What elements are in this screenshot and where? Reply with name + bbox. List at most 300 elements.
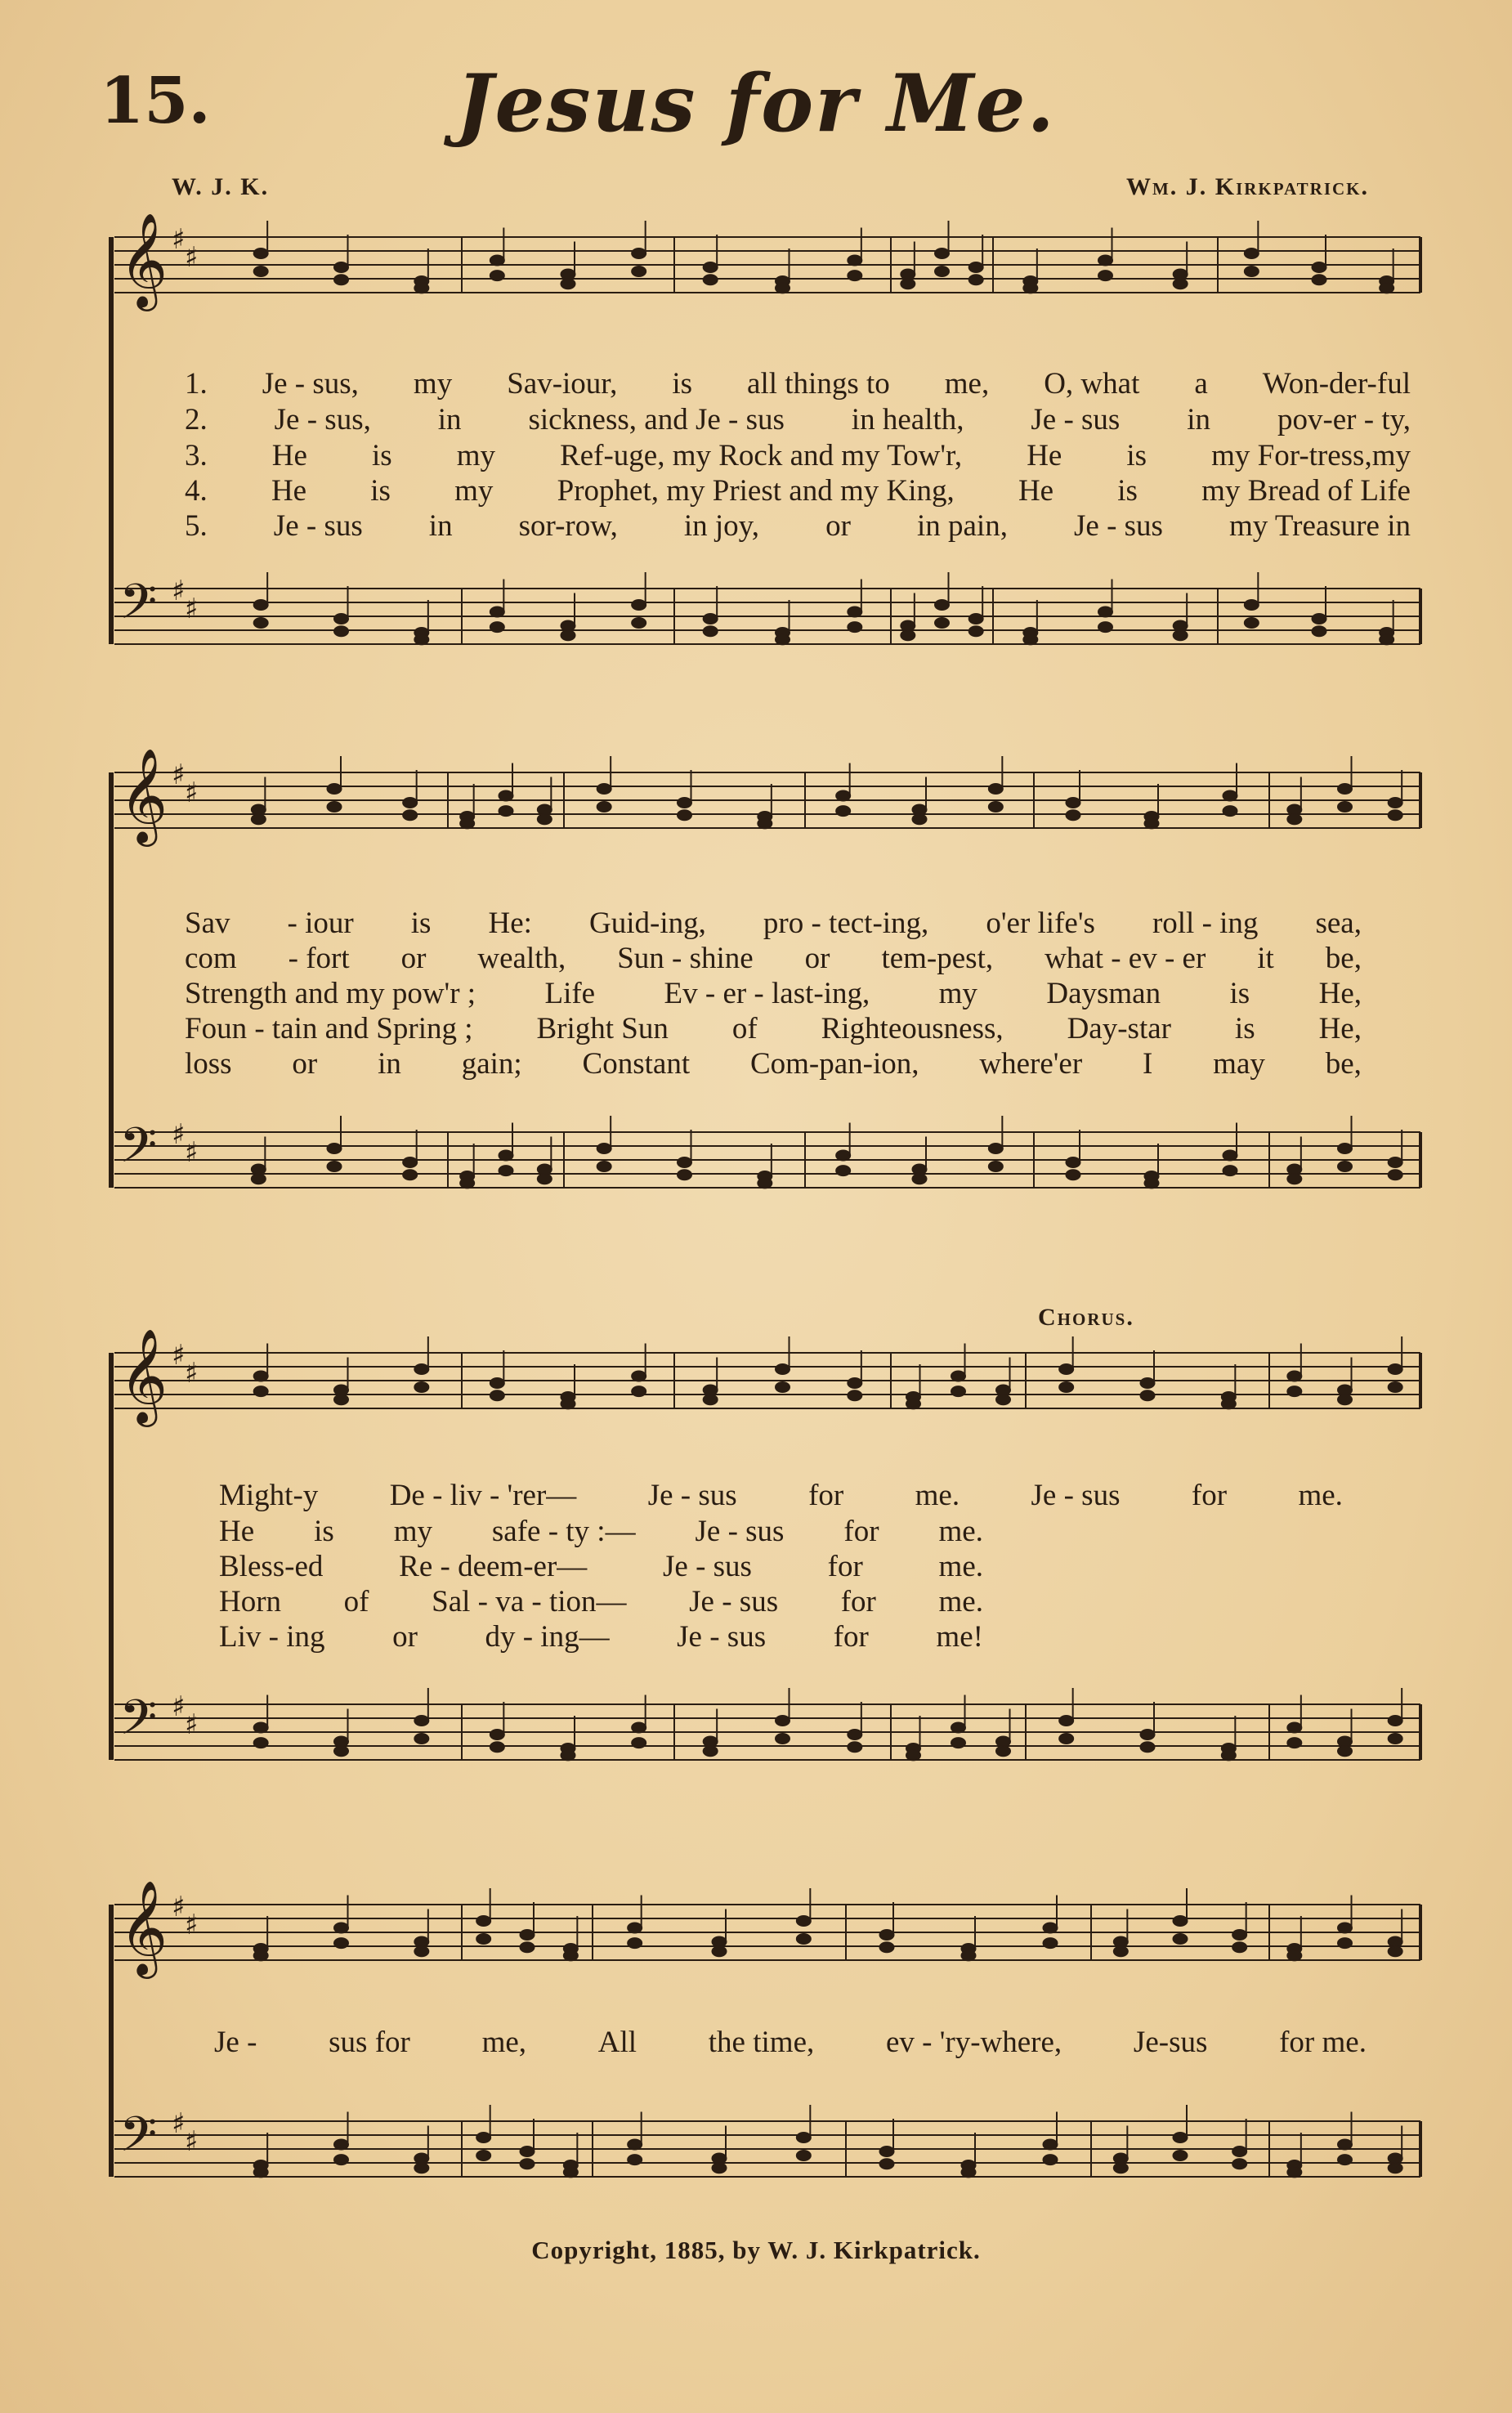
note-head bbox=[476, 1916, 491, 1927]
note-head bbox=[1059, 1382, 1074, 1393]
bass-clef-icon: 𝄢 bbox=[119, 573, 158, 642]
note-head bbox=[1066, 1157, 1080, 1168]
note-head bbox=[403, 798, 418, 808]
lyric-syllable: Com-pan-ion, bbox=[749, 1047, 919, 1081]
note-head bbox=[1338, 784, 1353, 795]
note-head bbox=[520, 1942, 535, 1953]
note-head bbox=[334, 1395, 349, 1405]
sharp-icon: ♯ bbox=[185, 2125, 199, 2158]
note-head bbox=[1380, 634, 1394, 645]
note-head bbox=[1232, 1930, 1247, 1941]
note-head bbox=[1312, 614, 1326, 625]
verse-1-line-1 bbox=[185, 366, 1411, 401]
note-head bbox=[1043, 1938, 1058, 1949]
lyric-syllable: He bbox=[219, 1515, 255, 1548]
note-head bbox=[1059, 1364, 1074, 1375]
note-head bbox=[1338, 1385, 1353, 1395]
note-head bbox=[597, 784, 611, 795]
note-head bbox=[520, 2159, 535, 2169]
note-head bbox=[1232, 2159, 1247, 2169]
note-head bbox=[879, 2159, 894, 2169]
note-head bbox=[703, 1736, 718, 1747]
note-head bbox=[901, 279, 915, 289]
lyric-syllable: sus for bbox=[329, 2026, 410, 2059]
verse-4-line-2 bbox=[185, 1011, 1362, 1045]
note-head bbox=[1287, 1738, 1302, 1748]
lyric-syllable: All bbox=[597, 2026, 637, 2059]
note-head bbox=[951, 1738, 966, 1748]
note-head bbox=[537, 1164, 552, 1175]
note-head bbox=[1098, 607, 1113, 617]
note-head bbox=[414, 1936, 429, 1947]
note-head bbox=[968, 275, 983, 285]
note-head bbox=[563, 2167, 578, 2178]
note-head bbox=[1066, 810, 1080, 821]
note-head bbox=[1388, 1157, 1402, 1168]
chorus-label: Chorus. bbox=[1038, 1304, 1134, 1331]
note-head bbox=[253, 600, 268, 611]
note-head bbox=[848, 607, 862, 617]
note-head bbox=[561, 1399, 575, 1409]
note-head bbox=[1388, 1364, 1402, 1375]
note-head bbox=[414, 2153, 429, 2164]
note-head bbox=[1338, 1144, 1353, 1154]
lyric-syllable: Horn bbox=[219, 1585, 282, 1618]
lyric-syllable: com bbox=[185, 942, 237, 975]
note-head bbox=[334, 1385, 349, 1395]
note-head bbox=[327, 784, 342, 795]
note-head bbox=[334, 1938, 349, 1949]
lyric-syllable: is bbox=[1229, 977, 1250, 1010]
note-head bbox=[1221, 1750, 1236, 1761]
lyric-syllable: Sav bbox=[185, 907, 230, 940]
note-head bbox=[836, 1150, 851, 1161]
sharp-icon: ♯ bbox=[185, 1909, 199, 1941]
lyric-syllable: tem-pest, bbox=[881, 942, 994, 975]
lyric-syllable: Prophet, my Priest and my King, bbox=[557, 474, 955, 508]
note-head bbox=[879, 2147, 894, 2157]
lyric-syllable: - fort bbox=[288, 942, 350, 975]
lyric-syllable: wealth, bbox=[477, 942, 566, 975]
note-head bbox=[901, 630, 915, 641]
note-head bbox=[537, 814, 552, 825]
lyric-syllable: sickness, and Je - sus bbox=[528, 403, 785, 436]
note-head bbox=[1023, 283, 1038, 293]
note-head bbox=[968, 614, 983, 625]
lyric-syllable: safe - ty :— bbox=[491, 1515, 636, 1548]
lyric-syllable: is bbox=[370, 474, 391, 508]
note-head bbox=[1059, 1734, 1074, 1744]
note-head bbox=[996, 1385, 1011, 1395]
note-head bbox=[561, 630, 575, 641]
lyric-syllable: 2. bbox=[185, 403, 208, 436]
verse-4-line-3 bbox=[219, 1584, 983, 1618]
lyric-syllable: Ref-uge, my Rock and my Tow'r, bbox=[560, 439, 963, 472]
lyric-syllable: for me. bbox=[1279, 2026, 1367, 2059]
note-head bbox=[1287, 1164, 1302, 1175]
note-head bbox=[520, 2147, 535, 2157]
note-head bbox=[906, 1399, 921, 1409]
note-head bbox=[334, 275, 349, 285]
lyric-syllable: is bbox=[314, 1515, 334, 1548]
note-head bbox=[1338, 1395, 1353, 1405]
lyric-syllable: He bbox=[1027, 439, 1062, 472]
note-head bbox=[961, 1950, 976, 1961]
lyric-syllable: De - liv - 'rer— bbox=[389, 1479, 577, 1512]
note-head bbox=[776, 1364, 790, 1375]
note-head bbox=[703, 275, 718, 285]
note-head bbox=[776, 1716, 790, 1726]
note-head bbox=[1173, 279, 1188, 289]
note-head bbox=[414, 1734, 429, 1744]
note-head bbox=[499, 1166, 513, 1176]
note-head bbox=[1338, 802, 1353, 813]
note-head bbox=[476, 1934, 491, 1945]
note-head bbox=[403, 810, 418, 821]
note-head bbox=[460, 1178, 475, 1189]
note-head bbox=[1338, 1746, 1353, 1757]
note-head bbox=[253, 1386, 268, 1397]
lyric-syllable: He, bbox=[1318, 977, 1362, 1010]
note-head bbox=[1388, 798, 1402, 808]
lyric-syllable: He, bbox=[1318, 1012, 1362, 1045]
note-head bbox=[901, 269, 915, 280]
verse-5-line-3 bbox=[219, 1619, 983, 1654]
lyric-syllable: Ev - er - last-ing, bbox=[664, 977, 870, 1010]
lyric-syllable: Je - sus bbox=[1031, 1479, 1121, 1512]
note-head bbox=[836, 1166, 851, 1176]
note-head bbox=[251, 1164, 266, 1175]
note-head bbox=[334, 626, 349, 637]
note-head bbox=[561, 1750, 575, 1761]
note-head bbox=[678, 810, 692, 821]
lyric-syllable: 3. bbox=[185, 439, 208, 472]
note-head bbox=[1221, 1399, 1236, 1409]
lyric-syllable: or bbox=[825, 509, 851, 543]
note-head bbox=[628, 1938, 642, 1949]
treble-clef-icon: 𝄞 bbox=[119, 747, 168, 843]
sharp-icon: ♯ bbox=[172, 1339, 186, 1372]
note-head bbox=[935, 600, 950, 611]
note-head bbox=[490, 1742, 504, 1753]
lyric-syllable: is bbox=[410, 907, 432, 940]
lyric-syllable: Re - deem-er— bbox=[399, 1550, 588, 1583]
lyric-syllable: me, bbox=[944, 367, 990, 401]
sharp-icon: ♯ bbox=[185, 1708, 199, 1741]
note-head bbox=[712, 1936, 727, 1947]
verse-3-line-1 bbox=[185, 438, 1411, 472]
lyric-syllable: 5. bbox=[185, 509, 208, 543]
note-head bbox=[537, 804, 552, 815]
lyric-syllable: for bbox=[833, 1620, 869, 1654]
note-head bbox=[988, 1162, 1003, 1172]
note-head bbox=[490, 271, 504, 281]
note-head bbox=[1244, 266, 1259, 277]
note-head bbox=[1173, 620, 1188, 631]
note-head bbox=[251, 814, 266, 825]
note-head bbox=[879, 1930, 894, 1941]
lyric-syllable: Life bbox=[544, 977, 596, 1010]
lyric-syllable: gain; bbox=[461, 1047, 522, 1081]
lyric-syllable: me. bbox=[938, 1550, 983, 1583]
note-head bbox=[490, 622, 504, 633]
lyric-syllable: Sun - shine bbox=[617, 942, 754, 975]
note-head bbox=[796, 1934, 811, 1945]
sharp-icon: ♯ bbox=[185, 777, 199, 809]
lyric-syllable: of bbox=[731, 1012, 758, 1045]
verse-1-line-3 bbox=[219, 1478, 1343, 1512]
note-head bbox=[597, 1162, 611, 1172]
note-head bbox=[935, 248, 950, 259]
lyric-syllable: it bbox=[1257, 942, 1274, 975]
treble-clef-icon: 𝄞 bbox=[119, 212, 168, 307]
lyric-syllable: I bbox=[1143, 1047, 1153, 1081]
lyric-syllable: me! bbox=[936, 1620, 983, 1654]
lyric-syllable: O, what bbox=[1044, 367, 1140, 401]
lyric-syllable: loss bbox=[185, 1047, 232, 1081]
lyric-syllable: in pain, bbox=[916, 509, 1008, 543]
sharp-icon: ♯ bbox=[172, 1690, 186, 1723]
verse-3-line-3 bbox=[219, 1549, 983, 1583]
lyric-syllable: my bbox=[938, 977, 977, 1010]
bass-clef-icon: 𝄢 bbox=[119, 1117, 158, 1185]
note-head bbox=[414, 634, 429, 645]
note-head bbox=[1388, 810, 1402, 821]
lyric-syllable: my bbox=[393, 1515, 432, 1548]
note-head bbox=[988, 784, 1003, 795]
note-head bbox=[403, 1170, 418, 1180]
note-head bbox=[334, 1746, 349, 1757]
note-head bbox=[334, 1736, 349, 1747]
note-head bbox=[1338, 1736, 1353, 1747]
lyric-syllable: He: bbox=[488, 907, 532, 940]
note-head bbox=[414, 1716, 429, 1726]
note-head bbox=[848, 1730, 862, 1740]
note-head bbox=[951, 1722, 966, 1733]
note-head bbox=[561, 620, 575, 631]
note-head bbox=[327, 802, 342, 813]
lyric-syllable: me, bbox=[481, 2026, 527, 2059]
bass-clef-icon: 𝄢 bbox=[119, 2106, 158, 2174]
note-head bbox=[1287, 1950, 1302, 1961]
lyric-syllable: pro - tect-ing, bbox=[763, 907, 929, 940]
note-head bbox=[1173, 2151, 1188, 2161]
verse-1-line-2 bbox=[185, 906, 1362, 940]
lyric-syllable: me. bbox=[938, 1515, 983, 1548]
note-head bbox=[912, 814, 927, 825]
lyric-syllable: is bbox=[672, 367, 693, 401]
note-head bbox=[327, 1144, 342, 1154]
note-head bbox=[1059, 1716, 1074, 1726]
note-head bbox=[1388, 1946, 1402, 1957]
note-head bbox=[1287, 814, 1302, 825]
lyric-syllable: 4. bbox=[185, 474, 208, 508]
lyric-syllable: in bbox=[378, 1047, 401, 1081]
lyric-syllable: is bbox=[1117, 474, 1138, 508]
lyric-syllable: my For-tress,my bbox=[1211, 439, 1411, 472]
note-head bbox=[1173, 1934, 1188, 1945]
note-head bbox=[848, 1742, 862, 1753]
note-head bbox=[499, 1150, 513, 1161]
note-head bbox=[253, 618, 268, 629]
note-head bbox=[476, 2151, 491, 2161]
note-head bbox=[476, 2133, 491, 2143]
lyric-syllable: in health, bbox=[851, 403, 964, 436]
note-head bbox=[1098, 255, 1113, 266]
lyric-syllable: where'er bbox=[979, 1047, 1083, 1081]
note-head bbox=[414, 1364, 429, 1375]
lyric-syllable: sea, bbox=[1315, 907, 1362, 940]
lyric-syllable: is bbox=[1126, 439, 1147, 472]
note-head bbox=[253, 248, 268, 259]
lyric-syllable: Day-star bbox=[1067, 1012, 1171, 1045]
lyric-syllable: in bbox=[437, 403, 462, 436]
lyric-syllable: is bbox=[1234, 1012, 1255, 1045]
sharp-icon: ♯ bbox=[185, 1136, 199, 1169]
note-head bbox=[1388, 2163, 1402, 2173]
note-head bbox=[1287, 2167, 1302, 2178]
note-head bbox=[632, 600, 646, 611]
lyric-syllable: Constant bbox=[582, 1047, 691, 1081]
note-head bbox=[848, 255, 862, 266]
note-head bbox=[1287, 1371, 1302, 1381]
lyric-syllable: Bless-ed bbox=[219, 1550, 324, 1583]
lyric-syllable: may bbox=[1213, 1047, 1265, 1081]
lyric-syllable: or bbox=[292, 1047, 318, 1081]
note-head bbox=[253, 266, 268, 277]
note-head bbox=[961, 2167, 976, 2178]
lyric-syllable: my bbox=[454, 474, 494, 508]
lyric-syllable: - iour bbox=[287, 907, 354, 940]
note-head bbox=[703, 614, 718, 625]
note-head bbox=[703, 1395, 718, 1405]
lyric-syllable: Je-sus bbox=[1133, 2026, 1208, 2059]
note-head bbox=[597, 1144, 611, 1154]
treble-clef-icon: 𝄞 bbox=[119, 1327, 168, 1423]
verse-3-line-2 bbox=[185, 976, 1362, 1010]
note-head bbox=[1043, 2139, 1058, 2150]
sharp-icon: ♯ bbox=[185, 593, 199, 625]
note-head bbox=[703, 262, 718, 273]
sharp-icon: ♯ bbox=[172, 1118, 186, 1151]
lyric-syllable: ev - 'ry-where, bbox=[885, 2026, 1062, 2059]
note-head bbox=[712, 1946, 727, 1957]
note-head bbox=[968, 262, 983, 273]
note-head bbox=[490, 1730, 504, 1740]
note-head bbox=[712, 2153, 727, 2164]
note-head bbox=[561, 279, 575, 289]
treble-clef-icon: 𝄞 bbox=[119, 1879, 168, 1975]
verse-2-line-3 bbox=[219, 1514, 983, 1548]
note-head bbox=[1043, 2155, 1058, 2165]
note-head bbox=[414, 2163, 429, 2173]
note-head bbox=[1223, 790, 1237, 801]
lyric-syllable: what - ev - er bbox=[1045, 942, 1206, 975]
note-head bbox=[1388, 1734, 1402, 1744]
note-head bbox=[912, 804, 927, 815]
note-head bbox=[996, 1395, 1011, 1405]
lyric-syllable: Righteousness, bbox=[821, 1012, 1004, 1045]
note-head bbox=[848, 1390, 862, 1401]
sharp-icon: ♯ bbox=[172, 1891, 186, 1923]
note-head bbox=[632, 266, 646, 277]
sharp-icon: ♯ bbox=[172, 223, 186, 256]
bass-clef-icon: 𝄢 bbox=[119, 1689, 158, 1757]
note-head bbox=[1232, 2147, 1247, 2157]
note-head bbox=[253, 1722, 268, 1733]
copyright-notice: Copyright, 1885, by W. J. Kirkpatrick. bbox=[531, 2236, 981, 2264]
lyric-syllable: in joy, bbox=[683, 509, 760, 543]
note-head bbox=[912, 1174, 927, 1184]
note-head bbox=[796, 2151, 811, 2161]
note-head bbox=[520, 1930, 535, 1941]
music-credit: Wm. J. Kirkpatrick. bbox=[1125, 173, 1369, 200]
note-head bbox=[906, 1750, 921, 1761]
lyric-syllable: of bbox=[343, 1585, 369, 1618]
note-head bbox=[848, 1378, 862, 1389]
note-head bbox=[968, 626, 983, 637]
note-head bbox=[879, 1942, 894, 1953]
note-head bbox=[1223, 1166, 1237, 1176]
note-head bbox=[1287, 1174, 1302, 1184]
lyric-syllable: my Bread of Life bbox=[1201, 474, 1411, 508]
lyric-syllable: Daysman bbox=[1046, 977, 1161, 1010]
lyric-syllable: Sav-iour, bbox=[507, 367, 618, 401]
note-head bbox=[1098, 622, 1113, 633]
lyric-syllable: Je - sus, bbox=[274, 403, 371, 436]
note-head bbox=[848, 622, 862, 633]
lyric-syllable: Won-der-ful bbox=[1262, 367, 1411, 401]
lyric-syllable: dy - ing— bbox=[485, 1620, 610, 1654]
lyric-syllable: roll - ing bbox=[1152, 907, 1259, 940]
lyric-syllable: Bright Sun bbox=[536, 1012, 669, 1045]
note-head bbox=[1023, 634, 1038, 645]
note-head bbox=[563, 1950, 578, 1961]
lyric-syllable: my Treasure in bbox=[1229, 509, 1411, 543]
note-head bbox=[334, 614, 349, 625]
lyric-syllable: Je - bbox=[214, 2026, 257, 2059]
lyric-syllable: o'er life's bbox=[986, 907, 1095, 940]
lyric-syllable: 1. bbox=[185, 367, 208, 401]
note-head bbox=[1173, 1916, 1188, 1927]
note-head bbox=[1223, 1150, 1237, 1161]
note-head bbox=[1244, 600, 1259, 611]
note-head bbox=[253, 1371, 268, 1381]
sharp-icon: ♯ bbox=[172, 2107, 186, 2140]
verse-2-line-1 bbox=[185, 402, 1411, 436]
lyric-syllable: pov-er - ty, bbox=[1277, 403, 1411, 436]
lyric-syllable: all things to bbox=[747, 367, 890, 401]
note-head bbox=[251, 1174, 266, 1184]
lyric-syllable: me. bbox=[938, 1585, 983, 1618]
lyric-syllable: Je - sus bbox=[677, 1620, 767, 1654]
note-head bbox=[414, 1382, 429, 1393]
lyric-syllable: Je - sus, bbox=[262, 367, 359, 401]
lyric-syllable: Je - sus bbox=[1074, 509, 1163, 543]
note-head bbox=[988, 1144, 1003, 1154]
note-head bbox=[414, 1946, 429, 1957]
note-head bbox=[628, 2139, 642, 2150]
note-head bbox=[253, 1950, 268, 1961]
note-head bbox=[490, 607, 504, 617]
note-head bbox=[1113, 1936, 1128, 1947]
note-head bbox=[912, 1164, 927, 1175]
note-head bbox=[334, 2139, 349, 2150]
note-head bbox=[403, 1157, 418, 1168]
note-head bbox=[334, 2155, 349, 2165]
lyric-syllable: me. bbox=[915, 1479, 960, 1512]
lyric-syllable: is bbox=[372, 439, 392, 472]
